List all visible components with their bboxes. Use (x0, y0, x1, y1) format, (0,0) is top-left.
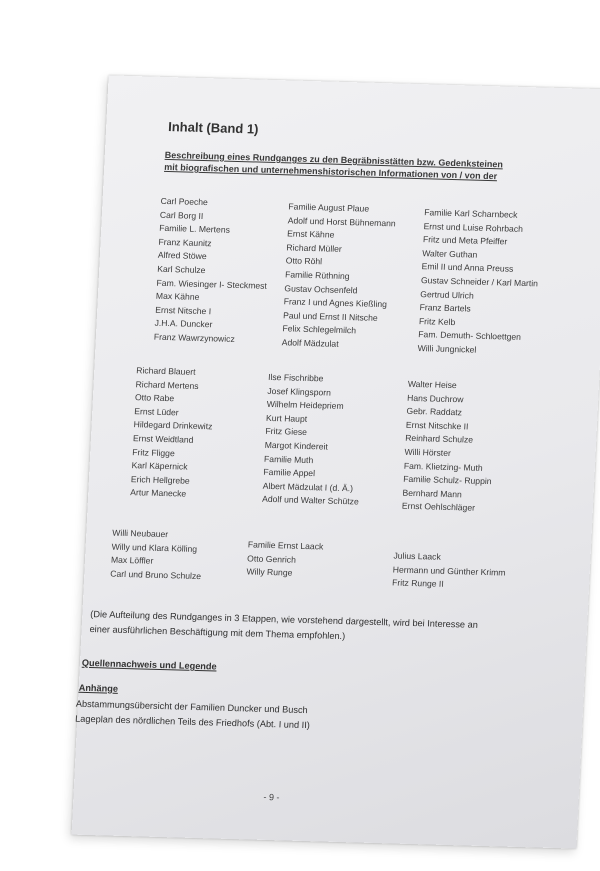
section-heading: Beschreibung eines Rundganges zu den Begräbnisstätten bzw. Gedenksteinen mit biografischen und unternehmenshistorischen Informationen von / von der (164, 149, 504, 182)
name-column-2 (281, 200, 396, 352)
name-entry: Familie Muth (263, 453, 314, 465)
document-page (72, 75, 600, 848)
name-entry: Ernst Oehlschläger (401, 501, 476, 514)
name-entry: Franz Wawrzynowicz (153, 331, 236, 344)
name-entry: Willy und Klara Kölling (111, 541, 198, 554)
name-entry: Ernst Weidtland (132, 433, 194, 445)
name-entry: Max Löffler (110, 554, 154, 566)
name-entry: Karl Käpernick (131, 460, 188, 472)
name-column-3 (392, 549, 507, 593)
name-column-3 (417, 206, 541, 359)
name-entry: Karl Schulze (157, 263, 206, 276)
appendix-item: Abstammungsübersicht der Familien Duncker und Busch (75, 698, 308, 716)
name-entry: Franz I und Agnes Kießling (283, 296, 388, 310)
name-entry: Felix Schlegelmilch (282, 323, 357, 336)
name-entry: J.H.A. Duncker (154, 318, 213, 330)
name-entry: Ilse Fischribbe (267, 371, 324, 384)
name-entry: Familie Karl Scharnbeck (424, 207, 518, 220)
name-column-1 (154, 195, 272, 347)
name-entry: Willi Jungnickel (417, 342, 477, 355)
name-entry: Familie L. Mertens (159, 222, 231, 235)
name-entry: Richard Mertens (135, 378, 199, 391)
name-entry: Erich Hellgrebe (130, 473, 190, 486)
name-entry: Gustav Schneider / Karl Martin (420, 275, 539, 289)
name-entry: Emil II und Anna Preuss (421, 261, 514, 275)
name-entry: Bernhard Mann (402, 487, 463, 500)
name-entry: Hans Duchrow (406, 392, 464, 404)
name-entry: Artur Manecke (130, 487, 187, 499)
name-entry: Adolf Mädzulat (281, 337, 339, 349)
name-entry: Willy Runge (246, 566, 293, 578)
name-entry: Richard Müller (286, 242, 343, 254)
name-entry: Fritz Fligge (132, 446, 176, 458)
page-number: - 9 - (263, 791, 280, 803)
appendix-heading: Anhänge (78, 682, 119, 694)
name-entry: Hildegard Drinkewitz (133, 419, 213, 432)
name-entry: Ernst Kähne (286, 228, 335, 240)
name-entry: Franz Kaunitz (158, 236, 212, 249)
name-entry: Hermann und Günther Krimm (392, 564, 506, 578)
name-entry: Gertrud Ulrich (420, 288, 475, 301)
name-entry: Alfred Stöwe (157, 250, 207, 262)
name-entry: Richard Blauert (136, 365, 196, 377)
sources-heading: Quellennachweis und Legende (81, 657, 217, 672)
name-entry: Franz Bartels (419, 302, 471, 314)
name-column-1 (130, 364, 215, 502)
name-column-1 (110, 527, 203, 584)
name-entry: Josef Klingsporn (267, 385, 332, 398)
appendix-list (75, 697, 311, 734)
name-entry: Wilhelm Heidepriem (266, 399, 344, 412)
name-entry: Gebr. Raddatz (406, 405, 463, 418)
name-entry: Margot Kindereit (264, 439, 329, 452)
name-entry: Ernst und Luise Rohrbach (423, 220, 524, 234)
name-entry: Paul und Ernst II Nitsche (282, 310, 378, 323)
name-entry: Walter Heise (407, 378, 457, 391)
name-entry: Kurt Haupt (265, 412, 308, 424)
name-entry: Adolf und Horst Bühnemann (287, 214, 396, 228)
name-entry: Carl und Bruno Schulze (110, 568, 202, 581)
name-entry: Fam. Wiesinger I- Steckmest (156, 277, 268, 291)
name-entry: Fritz Kelb (418, 315, 456, 327)
route-note: (Die Aufteilung des Rundganges in 3 Etappen, wie vorstehend dargestellt, wird bei Interesse an einer ausführlichen Beschäftigung mit dem Thema empfohlen.) (89, 609, 479, 642)
name-entry: Adolf und Walter Schütze (261, 494, 359, 507)
name-entry: Willi Neubauer (112, 527, 169, 540)
name-entry: Carl Borg II (159, 209, 204, 221)
name-entry: Familie Schulz- Ruppin (402, 473, 492, 487)
name-entry: Otto Rabe (134, 392, 175, 404)
name-entry: Walter Guthan (422, 247, 478, 260)
name-entry: Familie August Plaue (288, 201, 370, 214)
name-entry: Ernst Lüder (134, 405, 179, 418)
name-entry: Carl Poeche (160, 195, 209, 208)
name-entry: Fam. Klietzing- Muth (403, 460, 483, 473)
name-entry: Fritz und Meta Pfeiffer (422, 234, 508, 247)
name-entry: Gustav Ochsenfeld (284, 282, 358, 295)
name-entry: Familie Ernst Laack (247, 539, 324, 552)
name-entry: Otto Genrich (246, 552, 297, 565)
name-column-3 (402, 378, 497, 516)
name-entry: Max Kähne (155, 290, 200, 303)
name-entry: Reinhard Schulze (404, 433, 474, 446)
name-entry: Fritz Giese (265, 426, 308, 438)
name-entry: Fritz Runge II (391, 577, 444, 590)
name-entry: Familie Rüthning (284, 269, 350, 282)
name-entry: Otto Röhl (285, 255, 323, 267)
name-column-2 (246, 538, 323, 581)
appendix-item: Lageplan des nördlichen Teils des Friedhofs (Abt. I und II) (74, 713, 311, 731)
name-entry: Ernst Nitsche I (155, 304, 212, 317)
name-entry: Albert Mädzulat I (d. Ä.) (262, 480, 354, 494)
name-column-2 (262, 371, 365, 510)
name-entry: Julius Laack (393, 550, 442, 562)
name-entry: Fam. Demuth- Schloettgen (418, 329, 522, 343)
page-title: Inhalt (Band 1) (167, 119, 259, 137)
name-entry: Ernst Nitschke II (405, 419, 469, 432)
name-entry: Willi Hörster (404, 446, 452, 458)
name-entry: Familie Appel (263, 466, 316, 479)
